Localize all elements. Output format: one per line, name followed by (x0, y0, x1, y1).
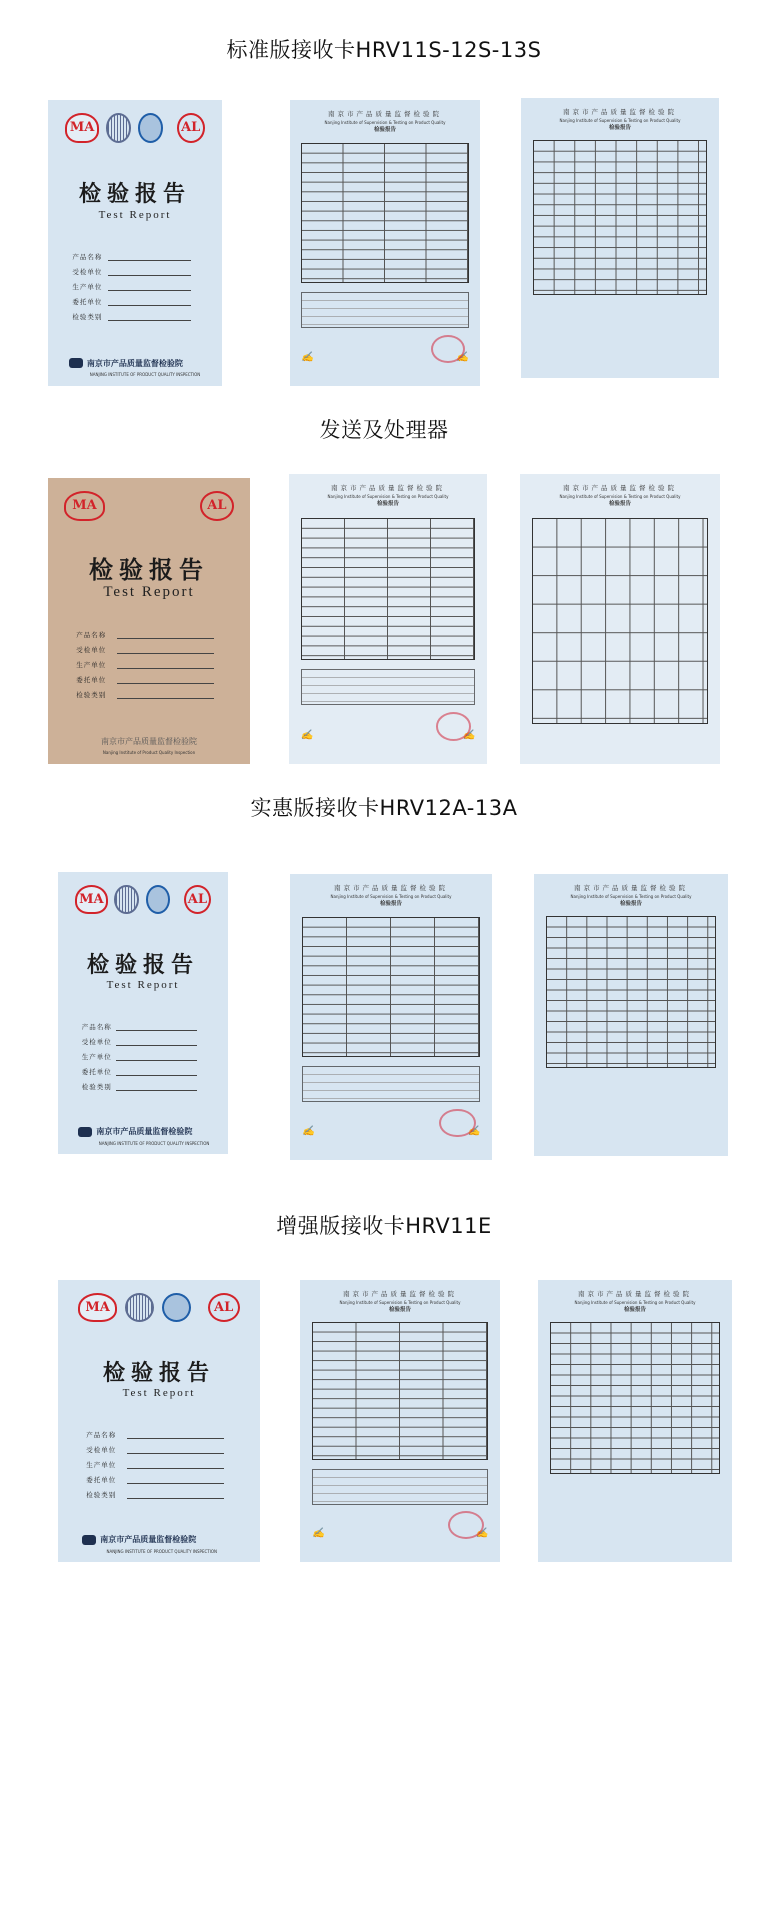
field-label: 产品名称 (76, 630, 107, 639)
results-table (532, 518, 708, 724)
institute-name-en: NANJING INSTITUTE OF PRODUCT QUALITY INSPECTION (106, 1548, 218, 1554)
cover-title: 检验报告 (102, 1360, 215, 1387)
report-form-table (301, 143, 468, 283)
page-header-en: Nanjing Institute of Supervision & Testing on Product Quality (324, 119, 446, 125)
page-header: 南京市产品质量监督检验院 (334, 884, 448, 892)
page-header-en: Nanjing Institute of Supervision & Testing on Product Quality (574, 1299, 696, 1305)
page-heading: 检验报告 (608, 124, 631, 131)
field-label: 产品名称 (86, 1430, 117, 1439)
page-header: 南京市产品质量监督检验院 (563, 107, 677, 116)
field-label: 生产单位 (76, 660, 107, 669)
field-label: 委托单位 (86, 1475, 117, 1484)
signature-row: ✍ ✍ (301, 352, 469, 364)
page-heading: 检验报告 (388, 1306, 411, 1313)
institute-name-en: NANJING INSTITUTE OF PRODUCT QUALITY INSPECTION (89, 372, 201, 378)
cover-subtitle: Test Report (103, 583, 195, 600)
institute-name-en: NANJING INSTITUTE OF PRODUCT QUALITY INSPECTION (98, 1140, 210, 1146)
cover-title: 检验报告 (86, 952, 199, 979)
field-label: 检验类别 (81, 1082, 112, 1091)
field-label: 委托单位 (76, 675, 107, 684)
ma-logo-icon: MA (75, 885, 108, 914)
page-header-en: Nanjing Institute of Supervision & Testing on Product Quality (559, 493, 681, 499)
red-stamp-icon (436, 712, 472, 741)
page-header: 南京市产品质量监督检验院 (343, 1289, 457, 1298)
report-page-3[interactable] (521, 98, 719, 378)
field-label: 生产单位 (72, 282, 103, 291)
page-heading: 检验报告 (619, 900, 642, 907)
ma-logo-icon: MA (78, 1293, 117, 1322)
field-label: 检验类别 (86, 1490, 117, 1499)
report-notes (302, 1066, 480, 1102)
report-page-3[interactable] (534, 874, 728, 1156)
field-label: 生产单位 (81, 1052, 112, 1061)
institute-name: 南京市产品质量监督检验院 (96, 1127, 193, 1137)
page-heading: 检验报告 (376, 500, 399, 507)
al-logo-icon: AL (184, 885, 211, 914)
cnas-logo-icon (146, 885, 170, 914)
results-table (546, 916, 717, 1068)
page-header: 南京市产品质量监督检验院 (328, 110, 442, 118)
field-label: 受检单位 (81, 1037, 112, 1046)
report-form-table (302, 917, 480, 1057)
page-heading: 检验报告 (373, 126, 396, 133)
cover-subtitle: Test Report (122, 1387, 196, 1400)
institute-logo-icon (78, 1127, 92, 1137)
field-label: 生产单位 (86, 1460, 117, 1469)
field-label: 产品名称 (81, 1022, 112, 1031)
report-page-3[interactable] (538, 1280, 732, 1562)
section-title-sender: 发送及处理器 (319, 418, 449, 442)
report-page-2[interactable] (290, 874, 492, 1160)
cover-subtitle: Test Report (106, 979, 180, 992)
institute-name: 南京市产品质量监督检验院 (101, 736, 197, 746)
results-table (533, 140, 707, 295)
field-label: 产品名称 (72, 252, 103, 261)
page-header: 南京市产品质量监督检验院 (563, 484, 677, 493)
report-page-3[interactable] (520, 474, 720, 764)
section-title-standard: 标准版接收卡HRV11S-12S-13S (226, 38, 542, 62)
page-header-en: Nanjing Institute of Supervision & Testing on Product Quality (330, 893, 452, 899)
red-stamp-icon (439, 1109, 475, 1138)
cert-seal-icon (106, 113, 131, 143)
field-label: 检验类别 (72, 312, 103, 321)
page-heading: 检验报告 (379, 900, 402, 907)
report-page-2[interactable] (300, 1280, 500, 1562)
page-heading: 检验报告 (623, 1306, 646, 1313)
section-title-enhanced: 增强版接收卡HRV11E (276, 1214, 492, 1238)
page-header-en: Nanjing Institute of Supervision & Testing on Product Quality (570, 893, 692, 899)
cert-seal-icon (114, 885, 138, 914)
results-table (550, 1322, 721, 1474)
cover-title: 检验报告 (89, 554, 209, 584)
report-form-table (301, 518, 475, 660)
page-header-en: Nanjing Institute of Supervision & Testing on Product Quality (339, 1299, 461, 1305)
page-header-en: Nanjing Institute of Supervision & Testing on Product Quality (327, 493, 449, 499)
cnas-logo-icon (162, 1293, 191, 1322)
page-header-en: Nanjing Institute of Supervision & Testing on Product Quality (559, 117, 681, 123)
institute-logo-icon (82, 1535, 96, 1545)
institute-logo-icon (69, 358, 83, 368)
field-label: 委托单位 (72, 297, 103, 306)
report-notes (301, 292, 468, 328)
report-notes (312, 1469, 488, 1505)
institute-name-en: Nanjing Institute of Product Quality Inspection (102, 750, 196, 756)
red-stamp-icon (431, 335, 465, 364)
field-label: 检验类别 (76, 690, 107, 699)
page-header: 南京市产品质量监督检验院 (331, 484, 445, 493)
report-page-2[interactable] (289, 474, 487, 764)
ma-logo-icon: MA (64, 491, 105, 521)
field-label: 受检单位 (76, 645, 107, 654)
field-label: 受检单位 (86, 1445, 117, 1454)
ma-logo-icon: MA (65, 113, 98, 143)
field-label: 委托单位 (81, 1067, 112, 1076)
report-cover[interactable] (58, 872, 228, 1154)
page-header: 南京市产品质量监督检验院 (578, 1289, 692, 1298)
page-header: 南京市产品质量监督检验院 (574, 883, 688, 892)
signature-row: ✍ ✍ (302, 1126, 480, 1138)
signature-row: ✍ ✍ (312, 1528, 488, 1540)
institute-name: 南京市产品质量监督检验院 (100, 1535, 197, 1545)
section-title-value: 实惠版接收卡HRV12A-13A (250, 796, 518, 820)
cover-subtitle: Test Report (98, 208, 172, 221)
report-page-2[interactable] (290, 100, 480, 386)
report-cover[interactable] (58, 1280, 260, 1562)
field-label: 受检单位 (72, 267, 103, 276)
report-cover[interactable] (48, 478, 250, 764)
cnas-logo-icon (138, 113, 163, 143)
report-form-table (312, 1322, 488, 1460)
cover-title: 检验报告 (78, 181, 191, 208)
al-logo-icon: AL (177, 113, 205, 143)
report-notes (301, 669, 475, 706)
signature-row: ✍ ✍ (300, 729, 476, 741)
page-heading: 检验报告 (608, 500, 631, 507)
cert-seal-icon (125, 1293, 154, 1322)
al-logo-icon: AL (208, 1293, 240, 1322)
report-cover[interactable] (48, 100, 222, 386)
al-logo-icon: AL (200, 491, 234, 521)
institute-name: 南京市产品质量监督检验院 (86, 358, 183, 368)
